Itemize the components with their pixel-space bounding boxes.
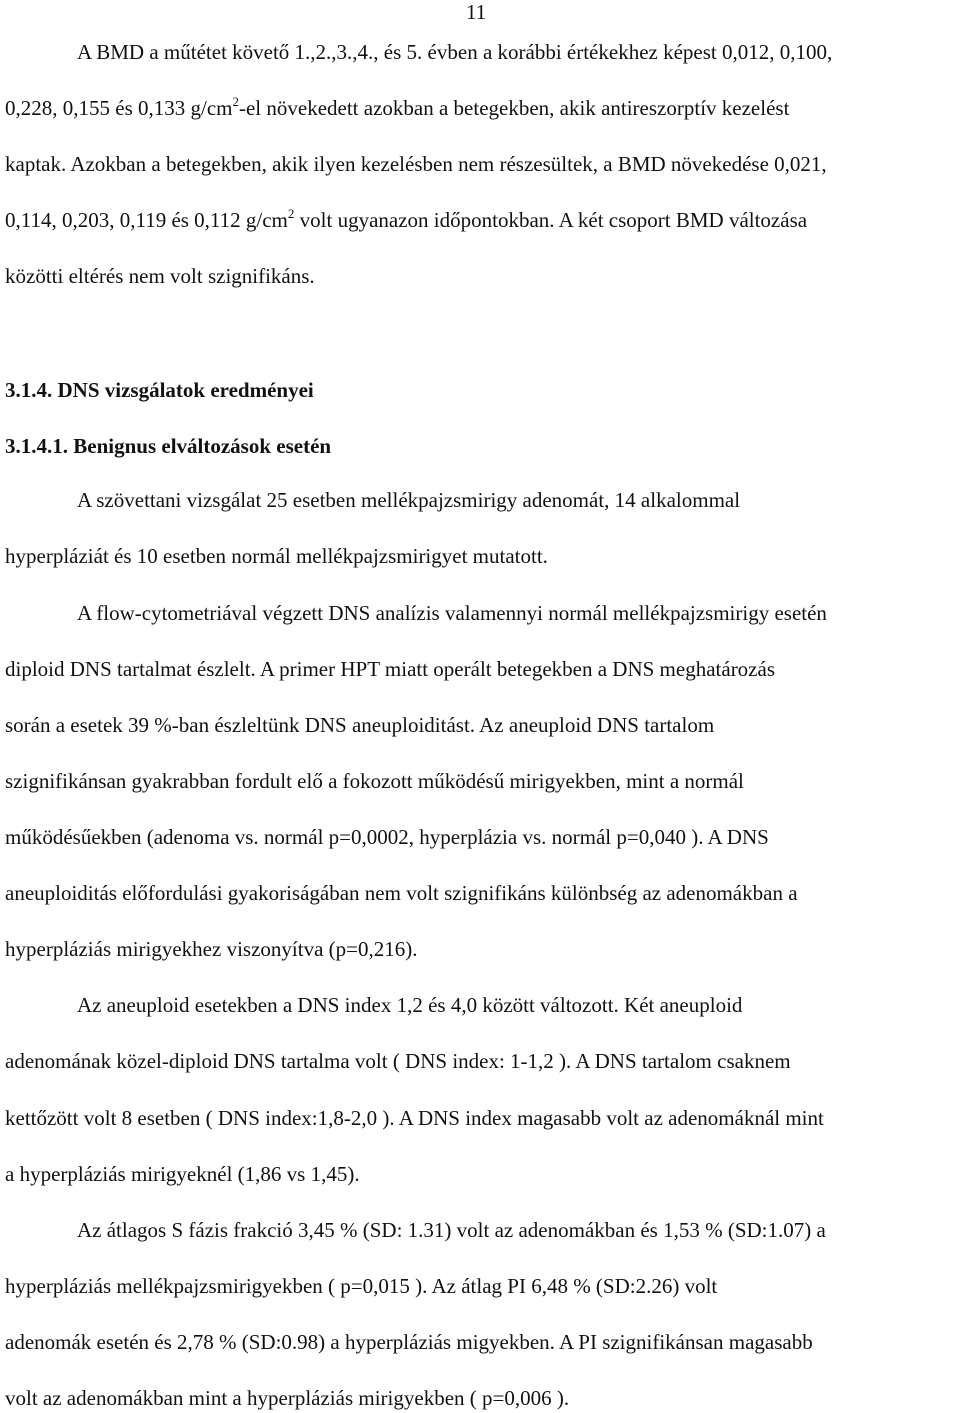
text-line: aneuploiditás előfordulási gyakoriságában nem volt szignifikáns különbség az adenomákban a [5, 881, 798, 905]
text-line: hyperpláziás mellékpajzsmirigyekben ( p=0,015 ). Az átlag PI 6,48 % (SD:2.26) volt [5, 1274, 718, 1298]
text-line: A BMD a műtétet követő 1.,2.,3.,4., és 5. évben a korábbi értékekhez képest 0,012, 0,100, [77, 40, 833, 64]
text-line: adenomának közel-diploid DNS tartalma volt ( DNS index: 1-1,2 ). A DNS tartalom csaknem [5, 1049, 791, 1073]
text-line: kettőzött volt 8 esetben ( DNS index:1,8-2,0 ). A DNS index magasabb volt az adenomáknál mint [5, 1106, 824, 1130]
text-line: közötti eltérés nem volt szignifikáns. [5, 264, 315, 288]
text-line: hyperpláziás mirigyekhez viszonyítva (p=0,216). [5, 937, 418, 961]
section-heading: 3.1.4. DNS vizsgálatok eredményei [5, 378, 314, 402]
text-span: -el növekedett azokban a betegekben, akik antireszorptív kezelést [238, 96, 790, 120]
text-line: működésűekben (adenoma vs. normál p=0,0002, hyperplázia vs. normál p=0,040 ). A DNS [5, 825, 769, 849]
text-line: Az aneuploid esetekben a DNS index 1,2 és 4,0 között változott. Két aneuploid [77, 993, 743, 1017]
subsection-heading: 3.1.4.1. Benignus elváltozások esetén [5, 434, 332, 458]
text-span: volt ugyanazon időpontokban. A két csoport BMD változása [294, 208, 808, 232]
text-line: szignifikánsan gyakrabban fordult elő a fokozott működésű mirigyekben, mint a normál [5, 769, 744, 793]
text-span: 0,228, 0,155 és 0,133 g/cm [5, 96, 233, 120]
text-line: volt az adenomákban mint a hyperpláziás mirigyekben ( p=0,006 ). [5, 1386, 570, 1410]
text-line: A flow-cytometriával végzett DNS analízis valamennyi normál mellékpajzsmirigy esetén [77, 601, 827, 625]
superscript: 2 [287, 206, 295, 221]
text-line: kaptak. Azokban a betegekben, akik ilyen kezelésben nem részesültek, a BMD növekedése 0,021, [5, 152, 827, 176]
page-number: 11 [466, 0, 487, 24]
text-line [5, 96, 789, 120]
superscript: 2 [232, 94, 239, 109]
text-line: Az átlagos S fázis frakció 3,45 % (SD: 1.31) volt az adenomákban és 1,53 % (SD:1.07) a [77, 1218, 826, 1242]
text-line: adenomák esetén és 2,78 % (SD:0.98) a hyperpláziás migyekben. A PI szignifikánsan magasabb [5, 1330, 813, 1354]
text-line: a hyperpláziás mirigyeknél (1,86 vs 1,45). [5, 1162, 360, 1186]
text-line: során a esetek 39 %-ban észleltünk DNS aneuploiditást. Az aneuploid DNS tartalom [5, 713, 715, 737]
text-line: diploid DNS tartalmat észlelt. A primer HPT miatt operált betegekben a DNS meghatározás [5, 657, 775, 681]
text-line: A szövettani vizsgálat 25 esetben mellékpajzsmirigy adenomát, 14 alkalommal [77, 488, 741, 512]
text-span: 0,114, 0,203, 0,119 és 0,112 g/cm [5, 208, 288, 232]
text-line [5, 208, 807, 232]
text-line: hyperpláziát és 10 esetben normál mellékpajzsmirigyet mutatott. [5, 544, 548, 568]
